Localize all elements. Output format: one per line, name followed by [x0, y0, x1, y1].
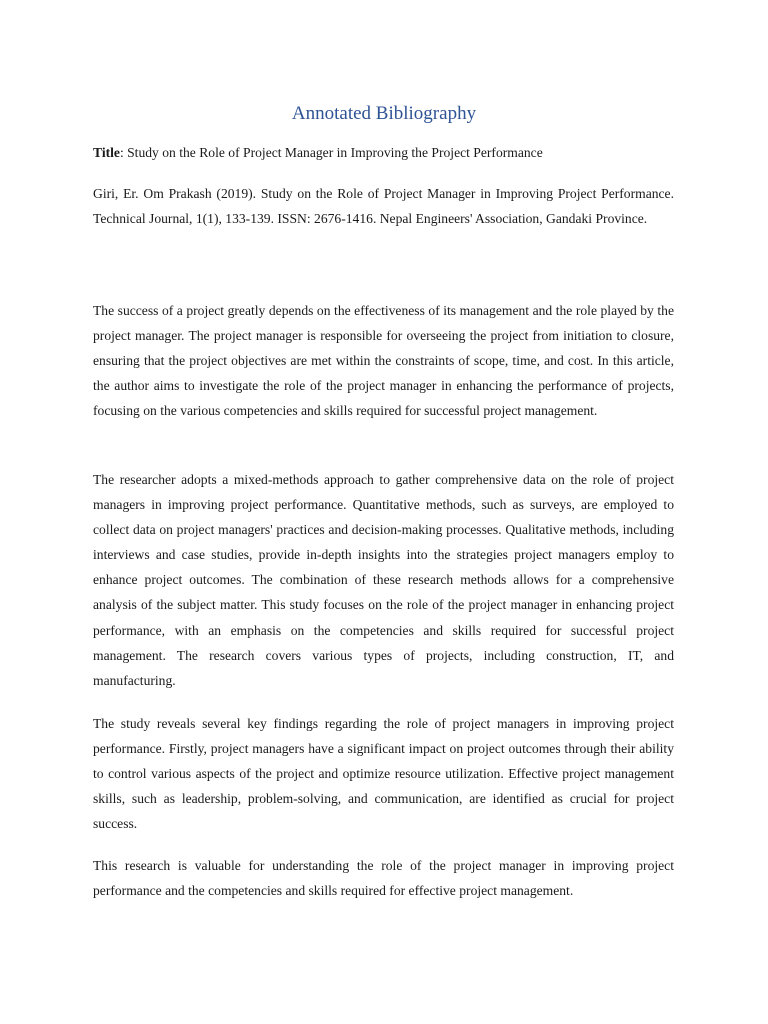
- summary-paragraph-methods: The researcher adopts a mixed-methods approach to gather comprehensive data on the role of project managers in improving project performance. Quantitative methods, such as surveys, are employed to collect data on project managers' practices and decision-making processes. Qualitative methods, including interviews and case studies, provide in-depth insights into the strategies project managers employ to enhance project outcomes. The combination of these research methods allows for a comprehensive analysis of the subject matter. This study focuses on the role of the project manager in enhancing project performance, with an emphasis on the competencies and skills required for successful project management. The research covers various types of projects, including construction, IT, and manufacturing.: [93, 472, 674, 688]
- page-title: Annotated Bibliography: [291, 103, 477, 124]
- title-text: : Study on the Role of Project Manager in Improving the Project Performance: [119, 145, 543, 160]
- summary-paragraph-value: This research is valuable for understanding the role of the project manager in improving project performance and the competencies and skills required for effective project management.: [93, 858, 674, 899]
- title-label: Title: [93, 145, 120, 160]
- summary-paragraph-intro: The success of a project greatly depends on the effectiveness of its management and the role played by the project manager. The project manager is responsible for overseeing the project from initiation to closure, ensuring that the project objectives are met within the constraints of scope, time, and cost. In this article, the author aims to investigate the role of the project manager in enhancing the performance of projects, focusing on the various competencies and skills required for successful project management.: [93, 303, 674, 419]
- summary-paragraph-findings: The study reveals several key findings regarding the role of project managers in improving project performance. Firstly, project managers have a significant impact on project outcomes through their ability to control various aspects of the project and optimize resource utilization. Effective project management skills, such as leadership, problem-solving, and communication, are identified as crucial for project success.: [93, 716, 674, 832]
- article-title-line: [93, 140, 683, 165]
- citation-paragraph: Giri, Er. Om Prakash (2019). Study on the Role of Project Manager in Improving Project Performance. Technical Journal, 1(1), 133-139. ISSN: 2676-1416. Nepal Engineers' Association, Gandaki Province.: [93, 186, 674, 227]
